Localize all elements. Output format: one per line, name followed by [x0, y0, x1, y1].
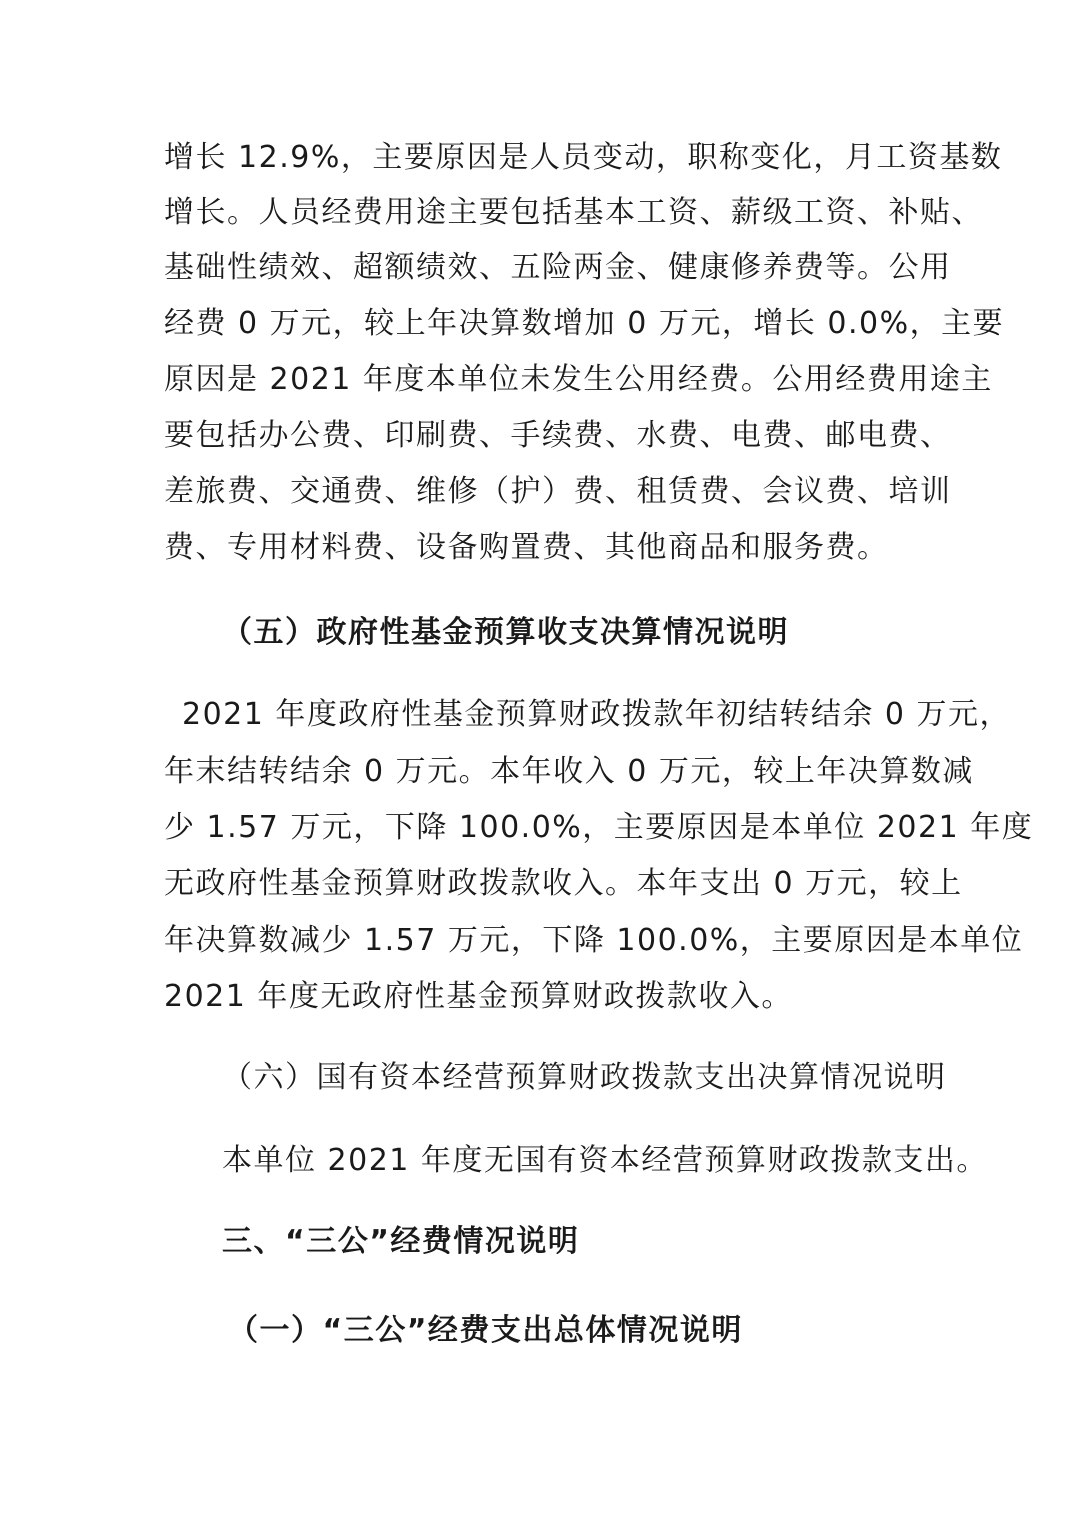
paragraph-line: 基础性绩效、超额绩效、五险两金、健康修养费等。公用: [164, 250, 952, 285]
paragraph-line: 少 1.57 万元，下降 100.0%，主要原因是本单位 2021 年度: [164, 810, 1034, 845]
subsection-title-1: （一）“三公”经费支出总体情况说明: [228, 1313, 743, 1348]
paragraph-line: 增长。人员经费用途主要包括基本工资、薪级工资、补贴、: [164, 195, 983, 230]
paragraph-line: 年末结转结余 0 万元。本年收入 0 万元，较上年决算数减: [164, 754, 974, 789]
section-title-3: 三、“三公”经费情况说明: [222, 1224, 580, 1259]
paragraph-line: 差旅费、交通费、维修（护）费、租赁费、会议费、培训: [164, 474, 952, 509]
paragraph-line: 年决算数减少 1.57 万元，下降 100.0%，主要原因是本单位: [164, 923, 1024, 958]
paragraph-line: 费、专用材料费、设备购置费、其他商品和服务费。: [164, 530, 889, 565]
paragraph-line: 经费 0 万元，较上年决算数增加 0 万元，增长 0.0%，主要: [164, 306, 1005, 341]
section-heading-6: （六）国有资本经营预算财政拨款支出决算情况说明: [222, 1060, 947, 1095]
paragraph-line: 2021 年度政府性基金预算财政拨款年初结转结余 0 万元，: [182, 697, 1012, 732]
section-heading-5: （五）政府性基金预算收支决算情况说明: [222, 615, 789, 650]
paragraph-line: 原因是 2021 年度本单位未发生公用经费。公用经费用途主: [164, 362, 993, 397]
paragraph-line: 2021 年度无政府性基金预算财政拨款收入。: [164, 979, 793, 1014]
paragraph-line: 要包括办公费、印刷费、手续费、水费、电费、邮电费、: [164, 418, 952, 453]
paragraph-line: 无政府性基金预算财政拨款收入。本年支出 0 万元，较上: [164, 866, 963, 901]
paragraph-line: 增长 12.9%，主要原因是人员变动，职称变化，月工资基数: [164, 140, 1003, 175]
paragraph-line: 本单位 2021 年度无国有资本经营预算财政拨款支出。: [222, 1143, 988, 1178]
